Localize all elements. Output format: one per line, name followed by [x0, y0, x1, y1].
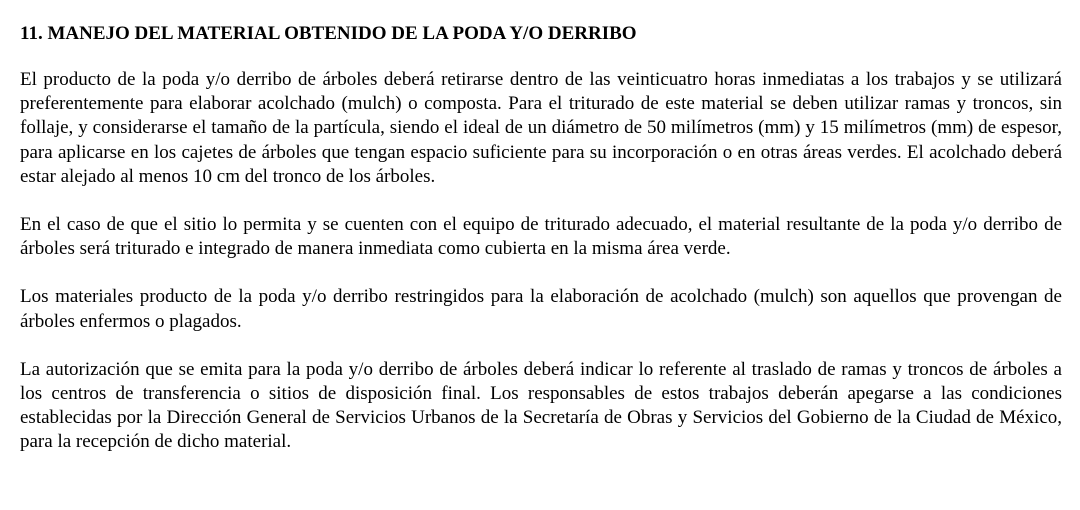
section-heading: 11. MANEJO DEL MATERIAL OBTENIDO DE LA PODA Y/O DERRIBO — [20, 23, 637, 44]
paragraph-transfer-authorization: La autorización que se emita para la poda y/o derribo de árboles deberá indicar lo referente al traslado de ramas y troncos de árboles a los centros de transferencia o sitios de disposición final. Los responsables de estos trabajos deberán apegarse a las condiciones establecidas por la Dirección General de Servicios Urbanos de la Secretaría de Obras y Servicios del Gobierno de la Ciudad de México, para la recepción de dicho material. — [20, 358, 1062, 453]
paragraph-restricted-materials: Los materiales producto de la poda y/o derribo restringidos para la elaboración de acolchado (mulch) son aquellos que provengan de árboles enfermos o plagados. — [20, 286, 1062, 332]
document-page — [20, 22, 1062, 479]
paragraph-mulch-usage: El producto de la poda y/o derribo de árboles deberá retirarse dentro de las veinticuatro horas inmediatas a los trabajos y se utilizará preferentemente para elaborar acolchado (mulch) o composta. Para el triturado de este material se deben utilizar ramas y troncos, sin follaje, y considerarse el tamaño de la partícula, siendo el ideal de un diámetro de 50 milímetros (mm) y 15 milímetros (mm) de espesor, para aplicarse en los cajetes de árboles que tengan espacio suficiente para su incorporación o en otras áreas verdes. El acolchado deberá estar alejado al menos 10 cm del tronco de los árboles. — [20, 69, 1062, 187]
paragraph-on-site-shredding: En el caso de que el sitio lo permita y se cuenten con el equipo de triturado adecuado, el material resultante de la poda y/o derribo de árboles será triturado e integrado de manera inmediata como cubierta en la misma área verde. — [20, 214, 1062, 260]
